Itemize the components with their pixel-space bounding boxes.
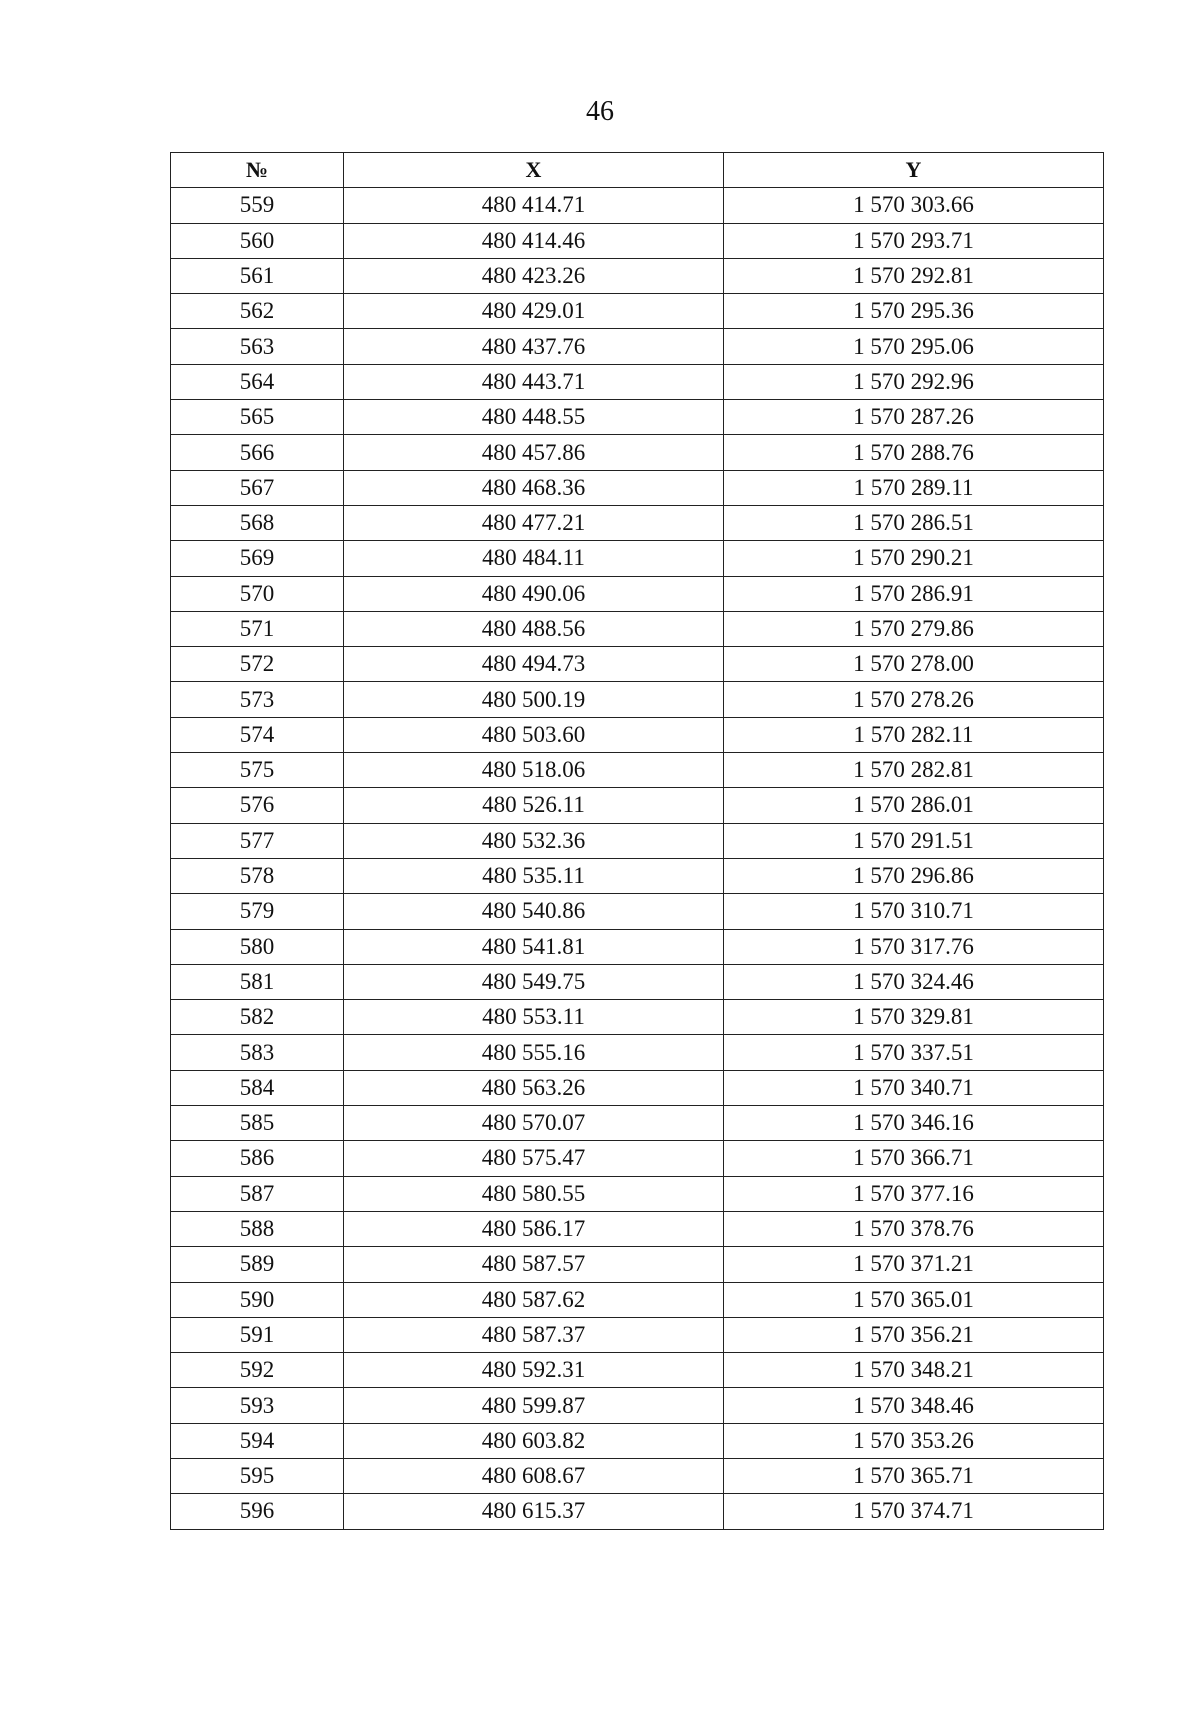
table-body (171, 188, 1104, 1529)
cell-x: 480 448.55 (344, 400, 724, 435)
cell-y: 1 570 288.76 (724, 435, 1104, 470)
coordinates-table (170, 152, 1104, 1530)
cell-x: 480 570.07 (344, 1106, 724, 1141)
header-x: X (344, 153, 724, 188)
cell-y: 1 570 282.81 (724, 753, 1104, 788)
cell-x: 480 592.31 (344, 1353, 724, 1388)
cell-x: 480 488.56 (344, 611, 724, 646)
cell-x: 480 541.81 (344, 929, 724, 964)
cell-y: 1 570 292.81 (724, 258, 1104, 293)
table-row (171, 823, 1104, 858)
cell-x: 480 490.06 (344, 576, 724, 611)
cell-number: 567 (171, 470, 344, 505)
cell-number: 568 (171, 505, 344, 540)
cell-x: 480 549.75 (344, 964, 724, 999)
table-row (171, 258, 1104, 293)
table-row (171, 647, 1104, 682)
cell-number: 570 (171, 576, 344, 611)
cell-number: 578 (171, 858, 344, 893)
cell-y: 1 570 337.51 (724, 1035, 1104, 1070)
page-number: 46 (586, 96, 614, 127)
table-row (171, 1388, 1104, 1423)
cell-y: 1 570 365.71 (724, 1458, 1104, 1493)
table-row (171, 1282, 1104, 1317)
table-row (171, 1423, 1104, 1458)
header-number: № (171, 153, 344, 188)
cell-y: 1 570 348.21 (724, 1353, 1104, 1388)
cell-x: 480 500.19 (344, 682, 724, 717)
table-row (171, 223, 1104, 258)
cell-x: 480 599.87 (344, 1388, 724, 1423)
table-row (171, 858, 1104, 893)
cell-y: 1 570 286.51 (724, 505, 1104, 540)
table-row (171, 1141, 1104, 1176)
cell-x: 480 468.36 (344, 470, 724, 505)
cell-y: 1 570 310.71 (724, 894, 1104, 929)
cell-number: 594 (171, 1423, 344, 1458)
cell-x: 480 532.36 (344, 823, 724, 858)
cell-x: 480 586.17 (344, 1211, 724, 1246)
table-row (171, 400, 1104, 435)
cell-y: 1 570 292.96 (724, 364, 1104, 399)
cell-y: 1 570 286.91 (724, 576, 1104, 611)
cell-x: 480 494.73 (344, 647, 724, 682)
cell-y: 1 570 378.76 (724, 1211, 1104, 1246)
cell-number: 586 (171, 1141, 344, 1176)
cell-x: 480 484.11 (344, 541, 724, 576)
cell-x: 480 437.76 (344, 329, 724, 364)
table-row (171, 576, 1104, 611)
cell-y: 1 570 287.26 (724, 400, 1104, 435)
table-row (171, 470, 1104, 505)
cell-y: 1 570 279.86 (724, 611, 1104, 646)
table-header-row (171, 153, 1104, 188)
cell-y: 1 570 340.71 (724, 1070, 1104, 1105)
table-row (171, 1353, 1104, 1388)
cell-y: 1 570 348.46 (724, 1388, 1104, 1423)
cell-number: 562 (171, 294, 344, 329)
cell-y: 1 570 324.46 (724, 964, 1104, 999)
cell-y: 1 570 291.51 (724, 823, 1104, 858)
cell-y: 1 570 346.16 (724, 1106, 1104, 1141)
cell-number: 583 (171, 1035, 344, 1070)
cell-number: 575 (171, 753, 344, 788)
cell-number: 582 (171, 1000, 344, 1035)
cell-number: 595 (171, 1458, 344, 1493)
cell-y: 1 570 356.21 (724, 1317, 1104, 1352)
cell-y: 1 570 286.01 (724, 788, 1104, 823)
cell-x: 480 477.21 (344, 505, 724, 540)
cell-number: 596 (171, 1494, 344, 1529)
table-row (171, 364, 1104, 399)
table-row (171, 294, 1104, 329)
cell-y: 1 570 295.06 (724, 329, 1104, 364)
cell-x: 480 608.67 (344, 1458, 724, 1493)
cell-y: 1 570 290.21 (724, 541, 1104, 576)
header-y: Y (724, 153, 1104, 188)
table-row (171, 1176, 1104, 1211)
cell-number: 585 (171, 1106, 344, 1141)
cell-number: 564 (171, 364, 344, 399)
cell-x: 480 553.11 (344, 1000, 724, 1035)
cell-number: 587 (171, 1176, 344, 1211)
cell-number: 573 (171, 682, 344, 717)
cell-x: 480 423.26 (344, 258, 724, 293)
table-row (171, 788, 1104, 823)
cell-y: 1 570 317.76 (724, 929, 1104, 964)
cell-x: 480 603.82 (344, 1423, 724, 1458)
cell-number: 592 (171, 1353, 344, 1388)
table-row (171, 894, 1104, 929)
cell-number: 560 (171, 223, 344, 258)
cell-y: 1 570 289.11 (724, 470, 1104, 505)
cell-number: 571 (171, 611, 344, 646)
cell-x: 480 503.60 (344, 717, 724, 752)
table-row (171, 188, 1104, 223)
cell-y: 1 570 374.71 (724, 1494, 1104, 1529)
cell-x: 480 526.11 (344, 788, 724, 823)
cell-number: 579 (171, 894, 344, 929)
cell-x: 480 587.57 (344, 1247, 724, 1282)
cell-x: 480 535.11 (344, 858, 724, 893)
cell-number: 581 (171, 964, 344, 999)
table-row (171, 1070, 1104, 1105)
cell-x: 480 429.01 (344, 294, 724, 329)
table-row (171, 964, 1104, 999)
cell-y: 1 570 296.86 (724, 858, 1104, 893)
cell-x: 480 587.37 (344, 1317, 724, 1352)
cell-number: 574 (171, 717, 344, 752)
cell-number: 593 (171, 1388, 344, 1423)
cell-number: 563 (171, 329, 344, 364)
table-row (171, 1247, 1104, 1282)
cell-x: 480 575.47 (344, 1141, 724, 1176)
cell-y: 1 570 365.01 (724, 1282, 1104, 1317)
cell-number: 577 (171, 823, 344, 858)
cell-x: 480 414.71 (344, 188, 724, 223)
table-row (171, 541, 1104, 576)
cell-number: 580 (171, 929, 344, 964)
cell-x: 480 563.26 (344, 1070, 724, 1105)
cell-y: 1 570 353.26 (724, 1423, 1104, 1458)
table-row (171, 1494, 1104, 1529)
cell-y: 1 570 293.71 (724, 223, 1104, 258)
table-row (171, 611, 1104, 646)
cell-number: 590 (171, 1282, 344, 1317)
cell-y: 1 570 295.36 (724, 294, 1104, 329)
cell-y: 1 570 366.71 (724, 1141, 1104, 1176)
cell-x: 480 540.86 (344, 894, 724, 929)
cell-x: 480 443.71 (344, 364, 724, 399)
table-row (171, 1000, 1104, 1035)
table-row (171, 1106, 1104, 1141)
cell-x: 480 615.37 (344, 1494, 724, 1529)
table-row (171, 329, 1104, 364)
cell-x: 480 457.86 (344, 435, 724, 470)
cell-y: 1 570 278.00 (724, 647, 1104, 682)
cell-number: 588 (171, 1211, 344, 1246)
cell-y: 1 570 278.26 (724, 682, 1104, 717)
table-row (171, 717, 1104, 752)
cell-number: 559 (171, 188, 344, 223)
table-row (171, 1317, 1104, 1352)
table-row (171, 505, 1104, 540)
cell-x: 480 414.46 (344, 223, 724, 258)
cell-number: 561 (171, 258, 344, 293)
cell-number: 589 (171, 1247, 344, 1282)
cell-x: 480 555.16 (344, 1035, 724, 1070)
table-row (171, 435, 1104, 470)
table-row (171, 1211, 1104, 1246)
cell-y: 1 570 377.16 (724, 1176, 1104, 1211)
cell-y: 1 570 329.81 (724, 1000, 1104, 1035)
cell-y: 1 570 282.11 (724, 717, 1104, 752)
cell-number: 576 (171, 788, 344, 823)
cell-number: 566 (171, 435, 344, 470)
cell-y: 1 570 371.21 (724, 1247, 1104, 1282)
table-row (171, 682, 1104, 717)
cell-number: 591 (171, 1317, 344, 1352)
cell-number: 584 (171, 1070, 344, 1105)
table-row (171, 929, 1104, 964)
table-row (171, 1458, 1104, 1493)
table-row (171, 753, 1104, 788)
cell-y: 1 570 303.66 (724, 188, 1104, 223)
cell-number: 569 (171, 541, 344, 576)
cell-number: 572 (171, 647, 344, 682)
table-row (171, 1035, 1104, 1070)
cell-x: 480 580.55 (344, 1176, 724, 1211)
cell-x: 480 518.06 (344, 753, 724, 788)
cell-x: 480 587.62 (344, 1282, 724, 1317)
cell-number: 565 (171, 400, 344, 435)
